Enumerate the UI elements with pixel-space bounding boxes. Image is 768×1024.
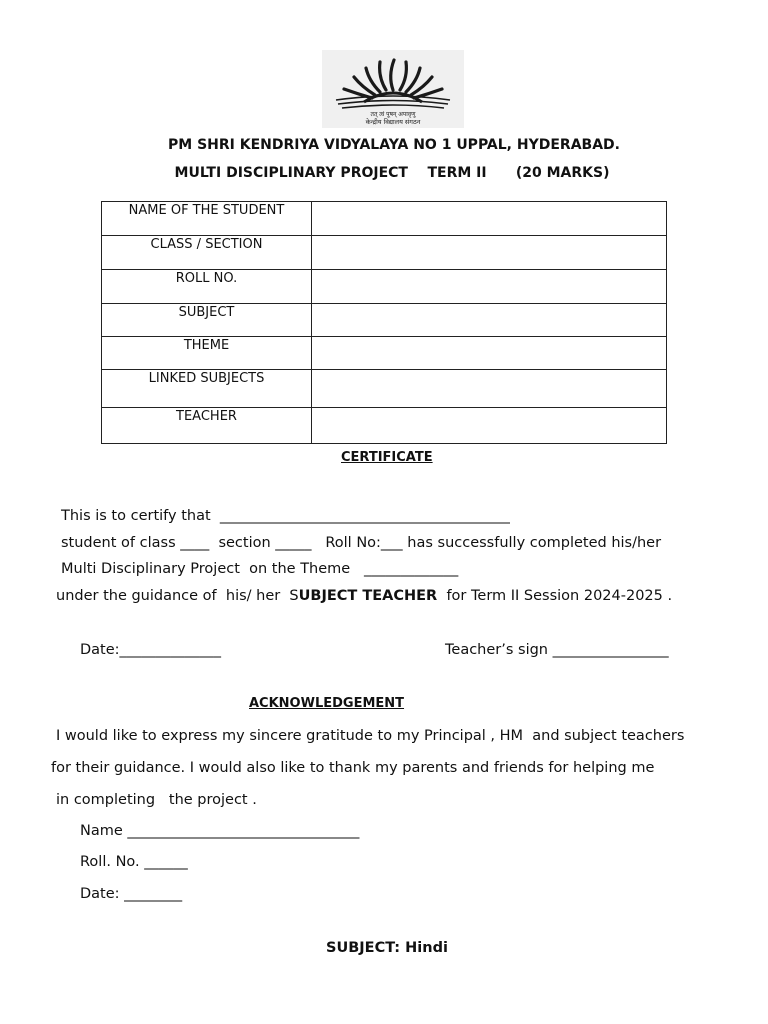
kvs-emblem-logo [322, 50, 464, 128]
student-name-field[interactable] [312, 202, 667, 236]
logo-motto: तत् त्वं पूषन् अपावृणु [370, 111, 416, 118]
project-title: MULTI DISCIPLINARY PROJECT TERM II (20 MARKS) [174, 165, 610, 181]
subject-field[interactable] [312, 304, 667, 337]
teacher-field[interactable] [312, 408, 667, 444]
certificate-line-4-end: for Term II Session 2024-2025 . [437, 588, 673, 604]
logo-org-name: केन्द्रीय विद्यालय संगठन [365, 118, 421, 126]
acknowledgement-heading: ACKNOWLEDGEMENT [249, 696, 405, 711]
acknowledgement-line-2: for their guidance. I would also like to thank my parents and friends for helping me [51, 760, 655, 776]
subject-label: SUBJECT: Hindi [326, 940, 448, 956]
label-roll-no: ROLL NO. [102, 270, 312, 304]
roll-no-line: Roll. No. ______ [80, 854, 188, 870]
certificate-line-2: student of class ____ section _____ Roll No:___ has successfully completed his/her [61, 535, 662, 551]
roll-no-field[interactable] [312, 270, 667, 304]
table-row [102, 202, 667, 236]
theme-field[interactable] [312, 337, 667, 370]
table-row [102, 270, 667, 304]
label-linked-subjects: LINKED SUBJECTS [102, 370, 312, 408]
certificate-line-4 [56, 588, 672, 604]
certificate-heading: CERTIFICATE [341, 450, 433, 465]
certificate-date: Date:______________ [80, 642, 222, 658]
label-subject: SUBJECT [102, 304, 312, 337]
student-info-table [101, 201, 667, 444]
table-row [102, 304, 667, 337]
certificate-line-3: Multi Disciplinary Project on the Theme _____________ [61, 561, 459, 577]
acknowledgement-line-1: I would like to express my sincere gratitude to my Principal , HM and subject teachers [56, 728, 685, 744]
name-field: Name ________________________________ [80, 823, 360, 839]
table-row [102, 408, 667, 444]
certificate-line-4-start: under the guidance of his/ her S [56, 588, 299, 604]
label-teacher: TEACHER [102, 408, 312, 444]
certificate-line-1: This is to certify that ________________________________________ [61, 508, 510, 524]
table-row [102, 337, 667, 370]
class-section-field[interactable] [312, 236, 667, 270]
school-name: PM SHRI KENDRIYA VIDYALAYA NO 1 UPPAL, HYDERABAD. [168, 137, 620, 153]
table-row [102, 370, 667, 408]
table-row [102, 236, 667, 270]
label-theme: THEME [102, 337, 312, 370]
label-class-section: CLASS / SECTION [102, 236, 312, 270]
label-student-name: NAME OF THE STUDENT [102, 202, 312, 236]
acknowledgement-date: Date: ________ [80, 886, 183, 902]
linked-subjects-field[interactable] [312, 370, 667, 408]
teacher-signature: Teacher’s sign ________________ [445, 642, 669, 658]
subject-teacher-emphasis: UBJECT TEACHER [298, 588, 438, 604]
acknowledgement-line-3: in completing the project . [56, 792, 257, 808]
